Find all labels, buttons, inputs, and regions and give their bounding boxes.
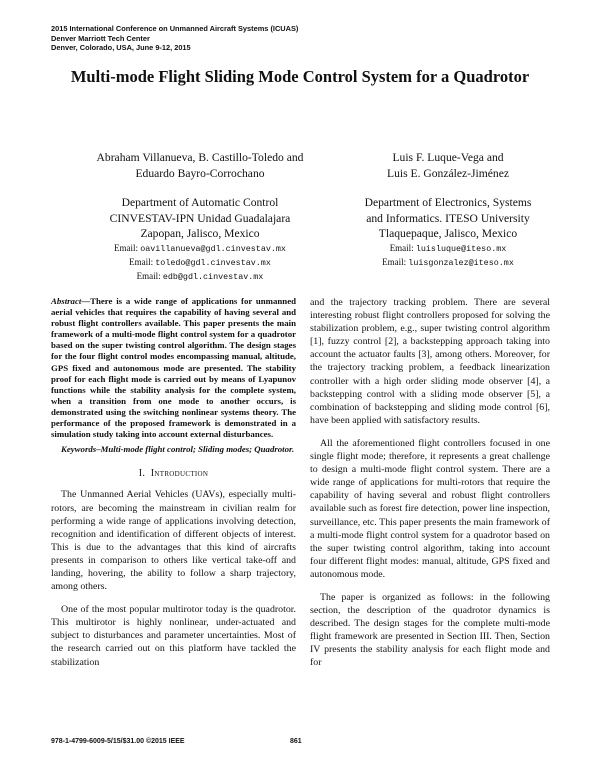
conference-name: 2015 International Conference on Unmanned Aircraft Systems (ICUAS): [51, 24, 299, 33]
email-address[interactable]: luisgonzalez@iteso.mx: [408, 257, 514, 268]
email-address[interactable]: edb@gdl.cinvestav.mx: [162, 271, 264, 282]
affiliation-line: Department of Electronics, Systems: [364, 196, 532, 209]
body-paragraph: and the trajectory tracking problem. There are several interesting robust flight controllers proposed for solving the stabilization problem, e.g., super twisting control algorithm [1], fuzzy control [2], a backstepping approach taking into account the actuator faults [3], among others. Moreover, for the trajectory tracking problem, a feedback linearization controller with a high order sliding mode observer [4], a backstepping control with a sliding mode observer [5], a combination of backstepping and sliding mode control [6], have been applied with satisfactory results.: [310, 297, 550, 426]
email-address[interactable]: oavillanueva@gdl.cinvestav.mx: [140, 243, 286, 254]
author-block-right: [330, 150, 566, 270]
email-line: [62, 270, 338, 284]
section-heading: [51, 467, 296, 480]
author-name-line: Abraham Villanueva, B. Castillo-Toledo and: [96, 151, 304, 164]
section-number: I.: [138, 468, 146, 480]
author-block-left: [62, 150, 338, 284]
page-number: 861: [290, 738, 302, 745]
author-name-line: Luis E. González-Jiménez: [386, 166, 509, 180]
email-label: Email:: [382, 256, 407, 267]
author-name-line: Luis F. Luque-Vega and: [392, 151, 504, 164]
body-paragraph: All the aforementioned flight controllers focused in one single flight mode; therefore, it represents a great challenge to design a multi-mode flight control system. There are a wide range of applications for multi-rotors that require the capability of having several and robust flight controllers available such as forest fire detection, power line inspection, surveillance, etc. This paper presents the main framework of a multi-mode flight control system for a quadrotor based on the super twisting control algorithm, taking into account four different flight modes: manual, altitude, GPS fixed and autonomous mode.: [310, 437, 550, 580]
author-name-line: Eduardo Bayro-Corrochano: [135, 166, 265, 180]
abstract: [51, 296, 296, 440]
email-line: [62, 242, 338, 256]
abstract-dash: —: [81, 296, 91, 306]
author-names-right: [330, 150, 566, 181]
affiliation-line: Tlaquepaque, Jalisco, Mexico: [378, 227, 518, 240]
body-paragraph: The paper is organized as follows: in the following section, the description of the quadrotor dynamics is described. The design stages for the complete multi-mode flight framework are presented in Section III. Then, Section IV presents the stability analysis for each flight mode and for: [310, 591, 550, 669]
body-paragraph: The Unmanned Aerial Vehicles (UAVs), especially multi-rotors, are becoming the mainstream in civilian realm for performing a wide range of applications involving detection, recognition and identification of different objects of interest. This is due to the advantages that this kind of aircrafts presents in comparison to others like vertical take-off and landing, hovering, the ability to follow a sharp trajectory, among others.: [51, 489, 296, 593]
affiliation-line: Zapopan, Jalisco, Mexico: [140, 227, 260, 240]
author-names-left: [62, 150, 338, 181]
conference-location-date: Denver, Colorado, USA, June 9-12, 2015: [51, 43, 191, 53]
keywords: Keywords–Multi-mode flight control; Sliding modes; Quadrotor.: [61, 444, 295, 455]
email-label: Email:: [389, 242, 414, 253]
abstract-label: Abstract: [51, 296, 82, 306]
section-title: Introduction: [150, 468, 209, 480]
left-column: [51, 296, 296, 669]
email-line: [330, 242, 566, 256]
affiliation-left: [62, 195, 338, 242]
conference-venue: Denver Marriott Tech Center: [51, 33, 150, 43]
email-line: [330, 256, 566, 270]
conference-header: [51, 24, 298, 53]
footer-isbn: 978-1-4799-6009-5/15/$31.00 ©2015 IEEE: [51, 738, 185, 745]
affiliation-line: and Informatics. ITESO University: [366, 211, 530, 225]
email-label: Email:: [136, 270, 161, 281]
affiliation-right: [330, 195, 566, 242]
email-address[interactable]: luisluque@iteso.mx: [415, 243, 507, 254]
email-label: Email:: [114, 242, 139, 253]
abstract-text: There is a wide range of applications for unmanned aerial vehicles that requires the capability of having several and robust flight controllers available. This paper presents the main framework of a multi-mode flight control system for a quadrotor based on the super twisting control algorithm. The design stages for the four flight control modes encompassing manual, altitude, GPS fixed and autonomous mode are presented. The stability proof for each flight mode is carried out by means of Lyapunov functions while the stability analysis for the complete system, when a transition from one mode to another occurs, is demonstrated using the switching nonlinear systems theory. The performance of the proposed framework is demonstrated in a simulation study taking into account external disturbances.: [51, 296, 296, 440]
affiliation-line: Department of Automatic Control: [121, 196, 279, 209]
email-line: [62, 256, 338, 270]
paper-title: Multi-mode Flight Sliding Mode Control System for a Quadrotor: [70, 67, 530, 86]
body-paragraph: One of the most popular multirotor today is the quadrotor. This multirotor is highly nonlinear, under-actuated and subject to disturbances and parameter uncertainties. Most of the research carried out on this platform have tackled the stabilization: [51, 604, 296, 668]
email-label: Email:: [129, 256, 154, 267]
affiliation-line: CINVESTAV-IPN Unidad Guadalajara: [109, 211, 291, 225]
email-address[interactable]: toledo@gdl.cinvestav.mx: [155, 257, 271, 268]
right-column: [310, 296, 550, 670]
